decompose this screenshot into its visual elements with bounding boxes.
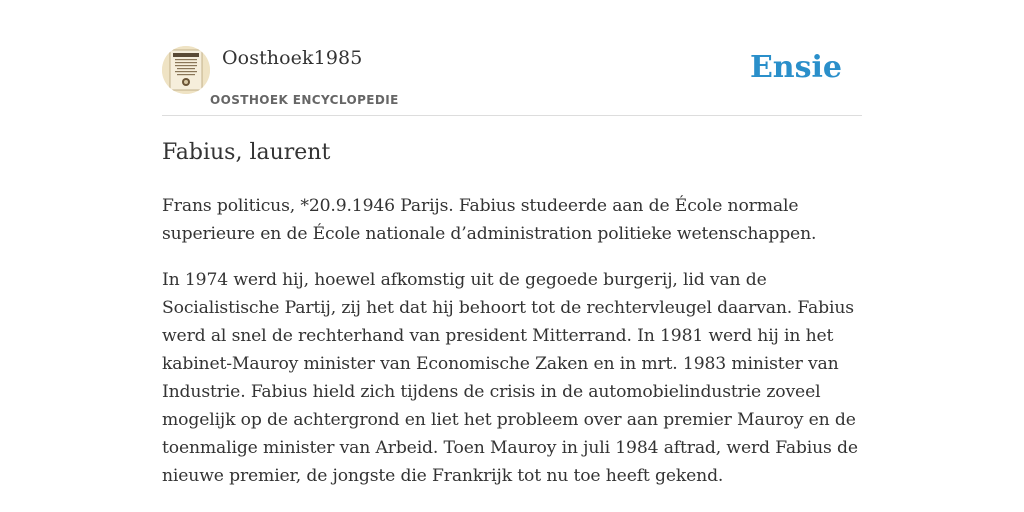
book-cover-icon[interactable] xyxy=(162,46,210,94)
author-username[interactable]: Oosthoek1985 xyxy=(222,47,363,69)
article-paragraph: Frans politicus, *20.9.1946 Parijs. Fabius studeerde aan de École normale superieure en de École nationale d’administration politieke wetenschappen. xyxy=(162,196,817,244)
article-paragraph: In 1974 werd hij, hoewel afkomstig uit de gegoede burgerij, lid van de Socialistische Partij, zij het dat hij behoort tot de rechtervleugel daarvan. Fabius werd al snel de rechterhand van president Mitterrand. In 1981 werd hij in het kabinet-Mauroy minister van Economische Zaken en in mrt. 1983 minister van Industrie. Fabius hield zich tijdens de crisis in de automobielindustrie zoveel mogelijk op de achtergrond en liet het probleem over aan premier Mauroy en de toenmalige minister van Arbeid. Toen Mauroy in juli 1984 aftrad, werd Fabius de nieuwe premier, de jongste die Frankrijk tot nu toe heeft gekend. xyxy=(162,270,858,486)
source-label[interactable]: OOSTHOEK ENCYCLOPEDIE xyxy=(210,93,399,107)
ensie-logo[interactable]: Ensie xyxy=(749,50,842,85)
header xyxy=(162,42,862,116)
article-body xyxy=(162,192,862,508)
article-title: Fabius, laurent xyxy=(162,140,331,165)
